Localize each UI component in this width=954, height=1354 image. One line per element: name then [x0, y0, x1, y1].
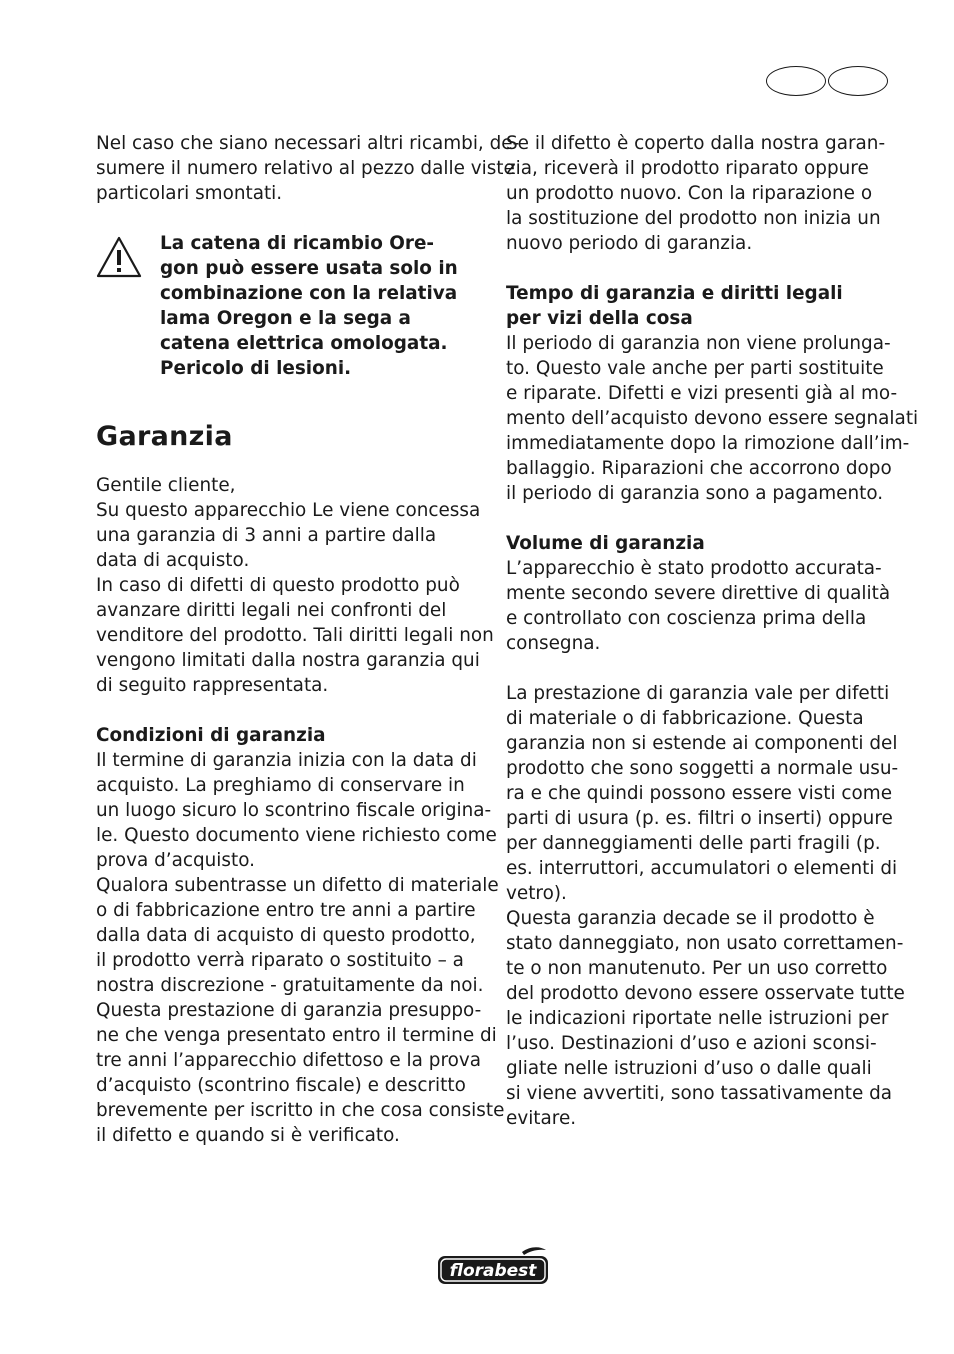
- volume-title: Volume di garanzia: [506, 533, 705, 554]
- language-badge: [766, 66, 890, 98]
- left-column: [96, 131, 520, 1148]
- section-heading-garanzia: Garanzia: [96, 421, 233, 452]
- spare-parts-note: Nel caso che siano necessari altri ricambi, de- sumere il numero relativo al pezzo dalle viste particolari smontati.: [96, 133, 520, 204]
- period-title: Tempo di garanzia e diritti legali per vizi della cosa: [506, 283, 843, 329]
- language-oval-left: [766, 66, 826, 96]
- logo-text: florabest: [449, 1261, 537, 1281]
- warning-text: La catena di ricambio Ore- gon può essere usata solo in combinazione con la relativa lama Oregon e la sega a catena elettrica omologata. Pericolo di lesioni.: [160, 233, 458, 379]
- conditions-text: Il termine di garanzia inizia con la data di acquisto. La preghiamo di conservare in un luogo sicuro lo scontrino fiscale origina- le. Questo documento viene richiesto come prova d’acquisto. Qualora subentrasse un difetto di materiale o di fabbricazione entro tre anni a partire dalla data di acquisto di questo prodotto, il prodotto verrà riparato o sostituito – a nostra discrezione - gratuitamente da noi. Questa prestazione di garanzia presuppo- ne che venga presentato entro il termine di tre anni l’apparecchio difettoso e la prova d’acquisto (scontrino fiscale) e descritto brevemente per iscritto in che cosa consiste il difetto e quando si è verificato.: [96, 750, 505, 1146]
- warning-block: [96, 231, 488, 381]
- right-column: [506, 131, 919, 1131]
- florabest-logo: [436, 1246, 550, 1286]
- period-text: Il periodo di garanzia non viene prolunga- to. Questo vale anche per parti sostituite e riparate. Difetti e vizi presenti già al mo- mento dell’acquisto devono essere segnalati immediatamente dopo la rimozione dall’im- ballaggio. Riparazioni che accorrono dopo il periodo di garanzia sono a pagamento.: [506, 333, 919, 504]
- warning-icon: [96, 235, 142, 279]
- volume-text: L’apparecchio è stato prodotto accurata- mente secondo severe direttive di qualità e controllato con coscienza prima della consegna.: [506, 558, 891, 654]
- conditions-title: Condizioni di garanzia: [96, 725, 326, 746]
- defect-coverage-text: Se il difetto è coperto dalla nostra garan- zia, riceverà il prodotto riparato oppure un prodotto nuovo. Con la riparazione o la sostituzione del prodotto non inizia un nuovo periodo di garanzia.: [506, 133, 886, 254]
- scope-text: La prestazione di garanzia vale per difetti di materiale o di fabbricazione. Questa garanzia non si estende ai componenti del prodotto che sono soggetti a normale usu- ra e che quindi possono essere visti come parti di usura (p. es. filtri o inserti) oppure per danneggiamenti delle parti fragili (p. es. interruttori, accumulatori o elementi di vetro). Questa garanzia decade se il prodotto è stato danneggiato, non usato correttamen- te o non manutenuto. Per un uso corretto del prodotto devono essere osservate tutte le indicazioni riportate nelle istruzioni per l’uso. Destinazioni d’uso e azioni sconsi- gliate nelle istruzioni d’uso o dalle quali si viene avvertiti, sono tassativamente da evitare.: [506, 683, 905, 1129]
- language-oval-right: [828, 66, 888, 96]
- greeting-text: Gentile cliente, Su questo apparecchio Le viene concessa una garanzia di 3 anni a partire dalla data di acquisto. In caso di difetti di questo prodotto può avanzare diritti legali nei confronti del venditore del prodotto. Tali diritti legali non vengono limitati dalla nostra garanzia qui di seguito rappresentata.: [96, 475, 494, 696]
